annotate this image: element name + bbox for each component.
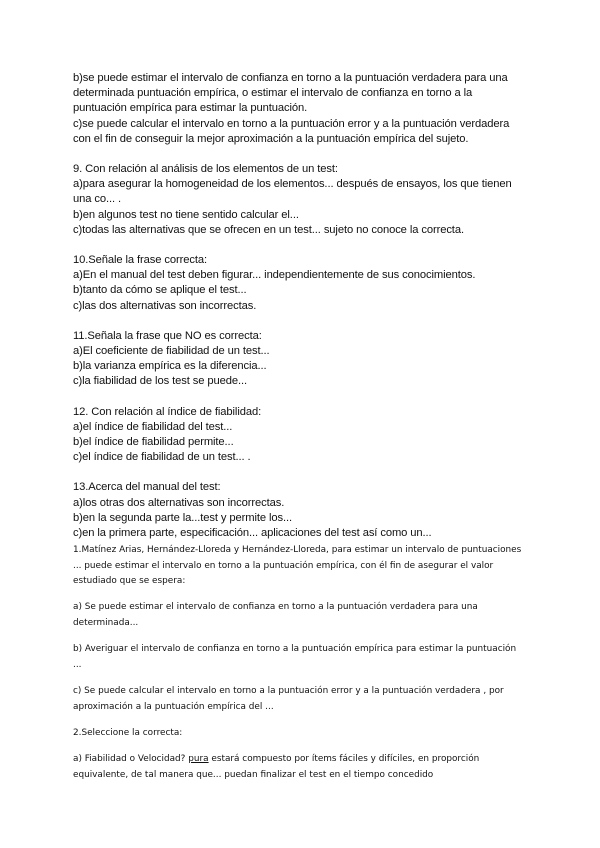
section2-line: determinada... xyxy=(73,617,139,628)
paragraph-gap xyxy=(73,390,543,405)
section2-line: ... puede estimar el intervalo en torno a la puntuación empírica, con él fin de asegurar el valor xyxy=(73,560,494,571)
section1-line: con el fin de conseguir la mejor aproximación a la puntuación empírica del sujeto. xyxy=(73,132,469,145)
section1-line: a)En el manual del test deben figurar... independientemente de sus conocimientos. xyxy=(73,269,476,282)
section1-line: b)tanto da cómo se aplique el test... xyxy=(73,284,247,297)
section2-line: 1.Matínez Arias, Hernández-Lloreda y Hernández-Lloreda, para estimar un intervalo de puntuaciones xyxy=(73,545,522,555)
section1-line: c)el índice de fiabilidad de un test... . xyxy=(73,451,251,464)
section1-line: b)se puede estimar el intervalo de confianza en torno a la puntuación verdadera para una xyxy=(73,72,508,84)
section1-line: c)las dos alternativas son incorrectas. xyxy=(73,299,257,312)
final-answer-suffix: estará compuesto por ítems fáciles y difíciles, en proporción xyxy=(208,753,480,764)
section1-line: b)en algunos test no tiene sentido calcular el... xyxy=(73,208,299,221)
section1-line: a)el índice de fiabilidad del test... xyxy=(73,420,233,433)
section1-line: puntuación empírica para estimar la puntuación. xyxy=(73,102,308,115)
section2-line: 2.Seleccione la correcta: xyxy=(73,727,183,738)
section1-line: c)en la primera parte, especificación... aplicaciones del test así como un... xyxy=(73,527,432,540)
paragraph-gap xyxy=(73,238,543,253)
section2-line: b) Averiguar el intervalo de confianza en torno a la puntuación empírica para estimar la puntuación xyxy=(73,644,517,655)
section1-line: b)el índice de fiabilidad permite... xyxy=(73,436,234,449)
paragraph-gap xyxy=(73,673,553,684)
paragraph-gap xyxy=(73,147,543,162)
section1-line: determinada puntuación empírica, o estimar el intervalo de confianza en torno a la xyxy=(73,87,473,100)
section1-line: b)la varianza empírica es la diferencia... xyxy=(73,360,267,373)
notes-lines xyxy=(73,543,553,752)
paragraph-gap xyxy=(73,590,553,601)
paragraph-gap xyxy=(73,632,553,643)
paragraph-gap xyxy=(73,741,553,752)
section2-line: a) Se puede estimar el intervalo de confianza en torno a la puntuación verdadera para una xyxy=(73,602,478,613)
section1-line: b)en la segunda parte la...test y permite los... xyxy=(73,511,293,524)
section1-line: c)se puede calcular el intervalo en torno a la puntuación error y a la puntuación verdadera xyxy=(73,117,510,130)
final-answer-line-1 xyxy=(73,752,553,768)
section1-line: 10.Señale la frase correcta: xyxy=(73,254,208,267)
section1-line: a)para asegurar la homogeneidad de los elementos... después de ensayos, los que tienen xyxy=(73,178,512,191)
section2-line: ... xyxy=(73,659,82,670)
section1-line: 11.Señala la frase que NO es correcta: xyxy=(73,329,262,342)
question-block-notes xyxy=(73,543,553,783)
section1-line: a)los otras dos alternativas son incorrectas. xyxy=(73,496,285,509)
section1-line: 13.Acerca del manual del test: xyxy=(73,481,221,494)
final-answer-underlined-word: pura xyxy=(188,753,209,764)
paragraph-gap xyxy=(73,465,543,480)
section2-line: aproximación a la puntuación empírica del ... xyxy=(73,701,274,712)
section1-line: a)El coeficiente de fiabilidad de un test... xyxy=(73,345,270,358)
section1-line: c)todas las alternativas que se ofrecen en un test... sujeto no conoce la correcta. xyxy=(73,223,464,236)
paragraph-gap xyxy=(73,715,553,726)
final-answer-prefix: a) Fiabilidad o Velocidad? xyxy=(73,753,189,764)
section1-line: 12. Con relación al índice de fiabilidad: xyxy=(73,405,262,418)
section2-line: c) Se puede calcular el intervalo en torno a la puntuación error y a la puntuación verdadera , por xyxy=(73,685,504,696)
section1-line: c)la fiabilidad de los test se puede... xyxy=(73,375,247,388)
question-block-typed xyxy=(73,71,543,541)
section1-line: una co... . xyxy=(73,193,122,206)
section1-line: 9. Con relación al análisis de los elementos de un test: xyxy=(73,163,338,176)
section2-line: estudiado que se espera: xyxy=(73,576,186,587)
final-answer-line-2: equivalente, de tal manera que... puedan finalizar el test en el tiempo concedido xyxy=(73,769,434,780)
paragraph-gap xyxy=(73,314,543,329)
